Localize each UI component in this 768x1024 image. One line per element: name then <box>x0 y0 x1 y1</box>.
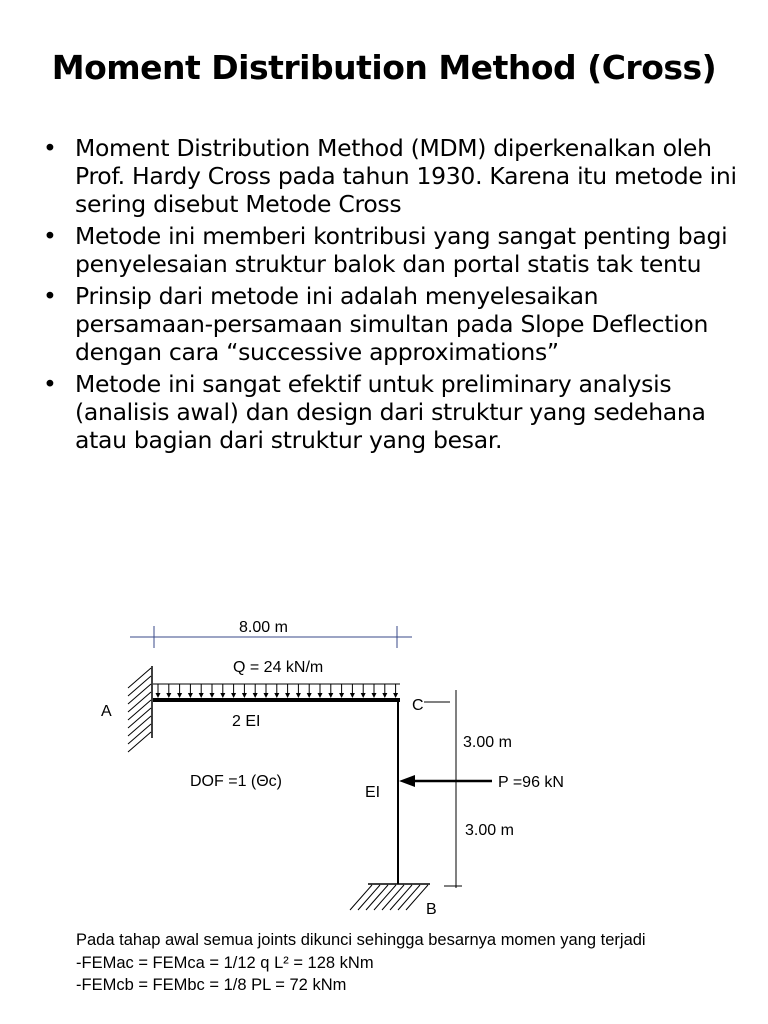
load-arrow-head <box>285 693 290 698</box>
bullet-text: Moment Distribution Method (MDM) diperkenalkan oleh Prof. Hardy Cross pada tahun 1930. Karena itu metode ini sering disebut Metode Cross <box>75 134 737 218</box>
lower-height-label: 3.00 m <box>465 822 514 839</box>
fem-notes <box>76 929 646 997</box>
support-a-hatch <box>128 668 151 752</box>
load-arrow-head <box>372 693 377 698</box>
bullet-item <box>40 134 740 218</box>
load-arrow-head <box>307 693 312 698</box>
load-arrow-head <box>156 693 161 698</box>
slide-title: Moment Distribution Method (Cross) <box>51 48 717 87</box>
beam-ac <box>153 698 400 702</box>
hatch-line <box>128 676 151 696</box>
portal-frame-diagram <box>0 600 768 930</box>
load-arrow-head <box>253 693 258 698</box>
notes-line-3: -FEMcb = FEMbc = 1/8 PL = 72 kNm <box>76 976 347 994</box>
bullet-dot: • <box>43 282 57 310</box>
load-arrow-head <box>382 693 387 698</box>
hatch-line <box>128 700 151 720</box>
node-a-label: A <box>101 703 112 720</box>
notes-line-2: -FEMac = FEMca = 1/12 q L² = 128 kNm <box>76 953 374 972</box>
load-arrow-head <box>274 693 279 698</box>
dof-label: DOF =1 (Θc) <box>190 773 283 790</box>
hatch-line <box>128 692 151 712</box>
support-b-hatch <box>350 885 428 910</box>
load-arrow-head <box>199 693 204 698</box>
load-arrow-head <box>166 693 171 698</box>
hatch-line <box>128 732 151 752</box>
bullet-item <box>40 282 740 366</box>
point-load-arrowhead <box>399 775 415 787</box>
node-b-label: B <box>426 901 437 918</box>
load-arrow-head <box>339 693 344 698</box>
bullet-text: Prinsip dari metode ini adalah menyelesaikan persamaan-persamaan simultan pada Slope Deflection dengan cara “successive approximations” <box>75 282 709 366</box>
load-arrow-head <box>220 693 225 698</box>
bullet-dot: • <box>43 134 57 162</box>
hatch-line <box>128 708 151 728</box>
node-c-label: C <box>412 697 424 714</box>
upper-height-label: 3.00 m <box>463 734 512 751</box>
load-arrow-head <box>296 693 301 698</box>
span-label: 8.00 m <box>239 619 288 636</box>
load-arrow-head <box>188 693 193 698</box>
load-arrow-head <box>177 693 182 698</box>
load-arrow-head <box>350 693 355 698</box>
hatch-line <box>128 684 151 704</box>
load-arrow-head <box>393 693 398 698</box>
load-arrow-head <box>231 693 236 698</box>
hatch-line <box>128 668 151 688</box>
load-arrow-head <box>210 693 215 698</box>
bullet-text: Metode ini memberi kontribusi yang sangat penting bagi penyelesaian struktur balok dan portal statis tak tentu <box>75 222 728 278</box>
point-load-label: P =96 kN <box>498 774 564 791</box>
load-arrow-head <box>328 693 333 698</box>
load-arrow-head <box>318 693 323 698</box>
bullet-dot: • <box>43 370 57 398</box>
beam-stiffness-label: 2 EI <box>232 713 261 730</box>
hatch-line <box>128 716 151 736</box>
load-arrow-head <box>242 693 247 698</box>
bullet-list <box>40 134 740 458</box>
bullet-item <box>40 222 740 278</box>
hatch-line <box>128 724 151 744</box>
load-arrow-head <box>361 693 366 698</box>
bullet-item <box>40 370 740 454</box>
notes-line-1: Pada tahap awal semua joints dikunci sehingga besarnya momen yang terjadi <box>76 931 646 949</box>
load-arrow-head <box>264 693 269 698</box>
distributed-load-arrows <box>153 684 400 698</box>
column-stiffness-label: EI <box>365 784 381 801</box>
bullet-dot: • <box>43 222 57 250</box>
load-label: Q = 24 kN/m <box>233 659 324 676</box>
bullet-text: Metode ini sangat efektif untuk preliminary analysis (analisis awal) dan design dari struktur yang sedehana atau bagian dari struktur yang besar. <box>75 370 706 454</box>
height-dimension <box>444 690 462 888</box>
